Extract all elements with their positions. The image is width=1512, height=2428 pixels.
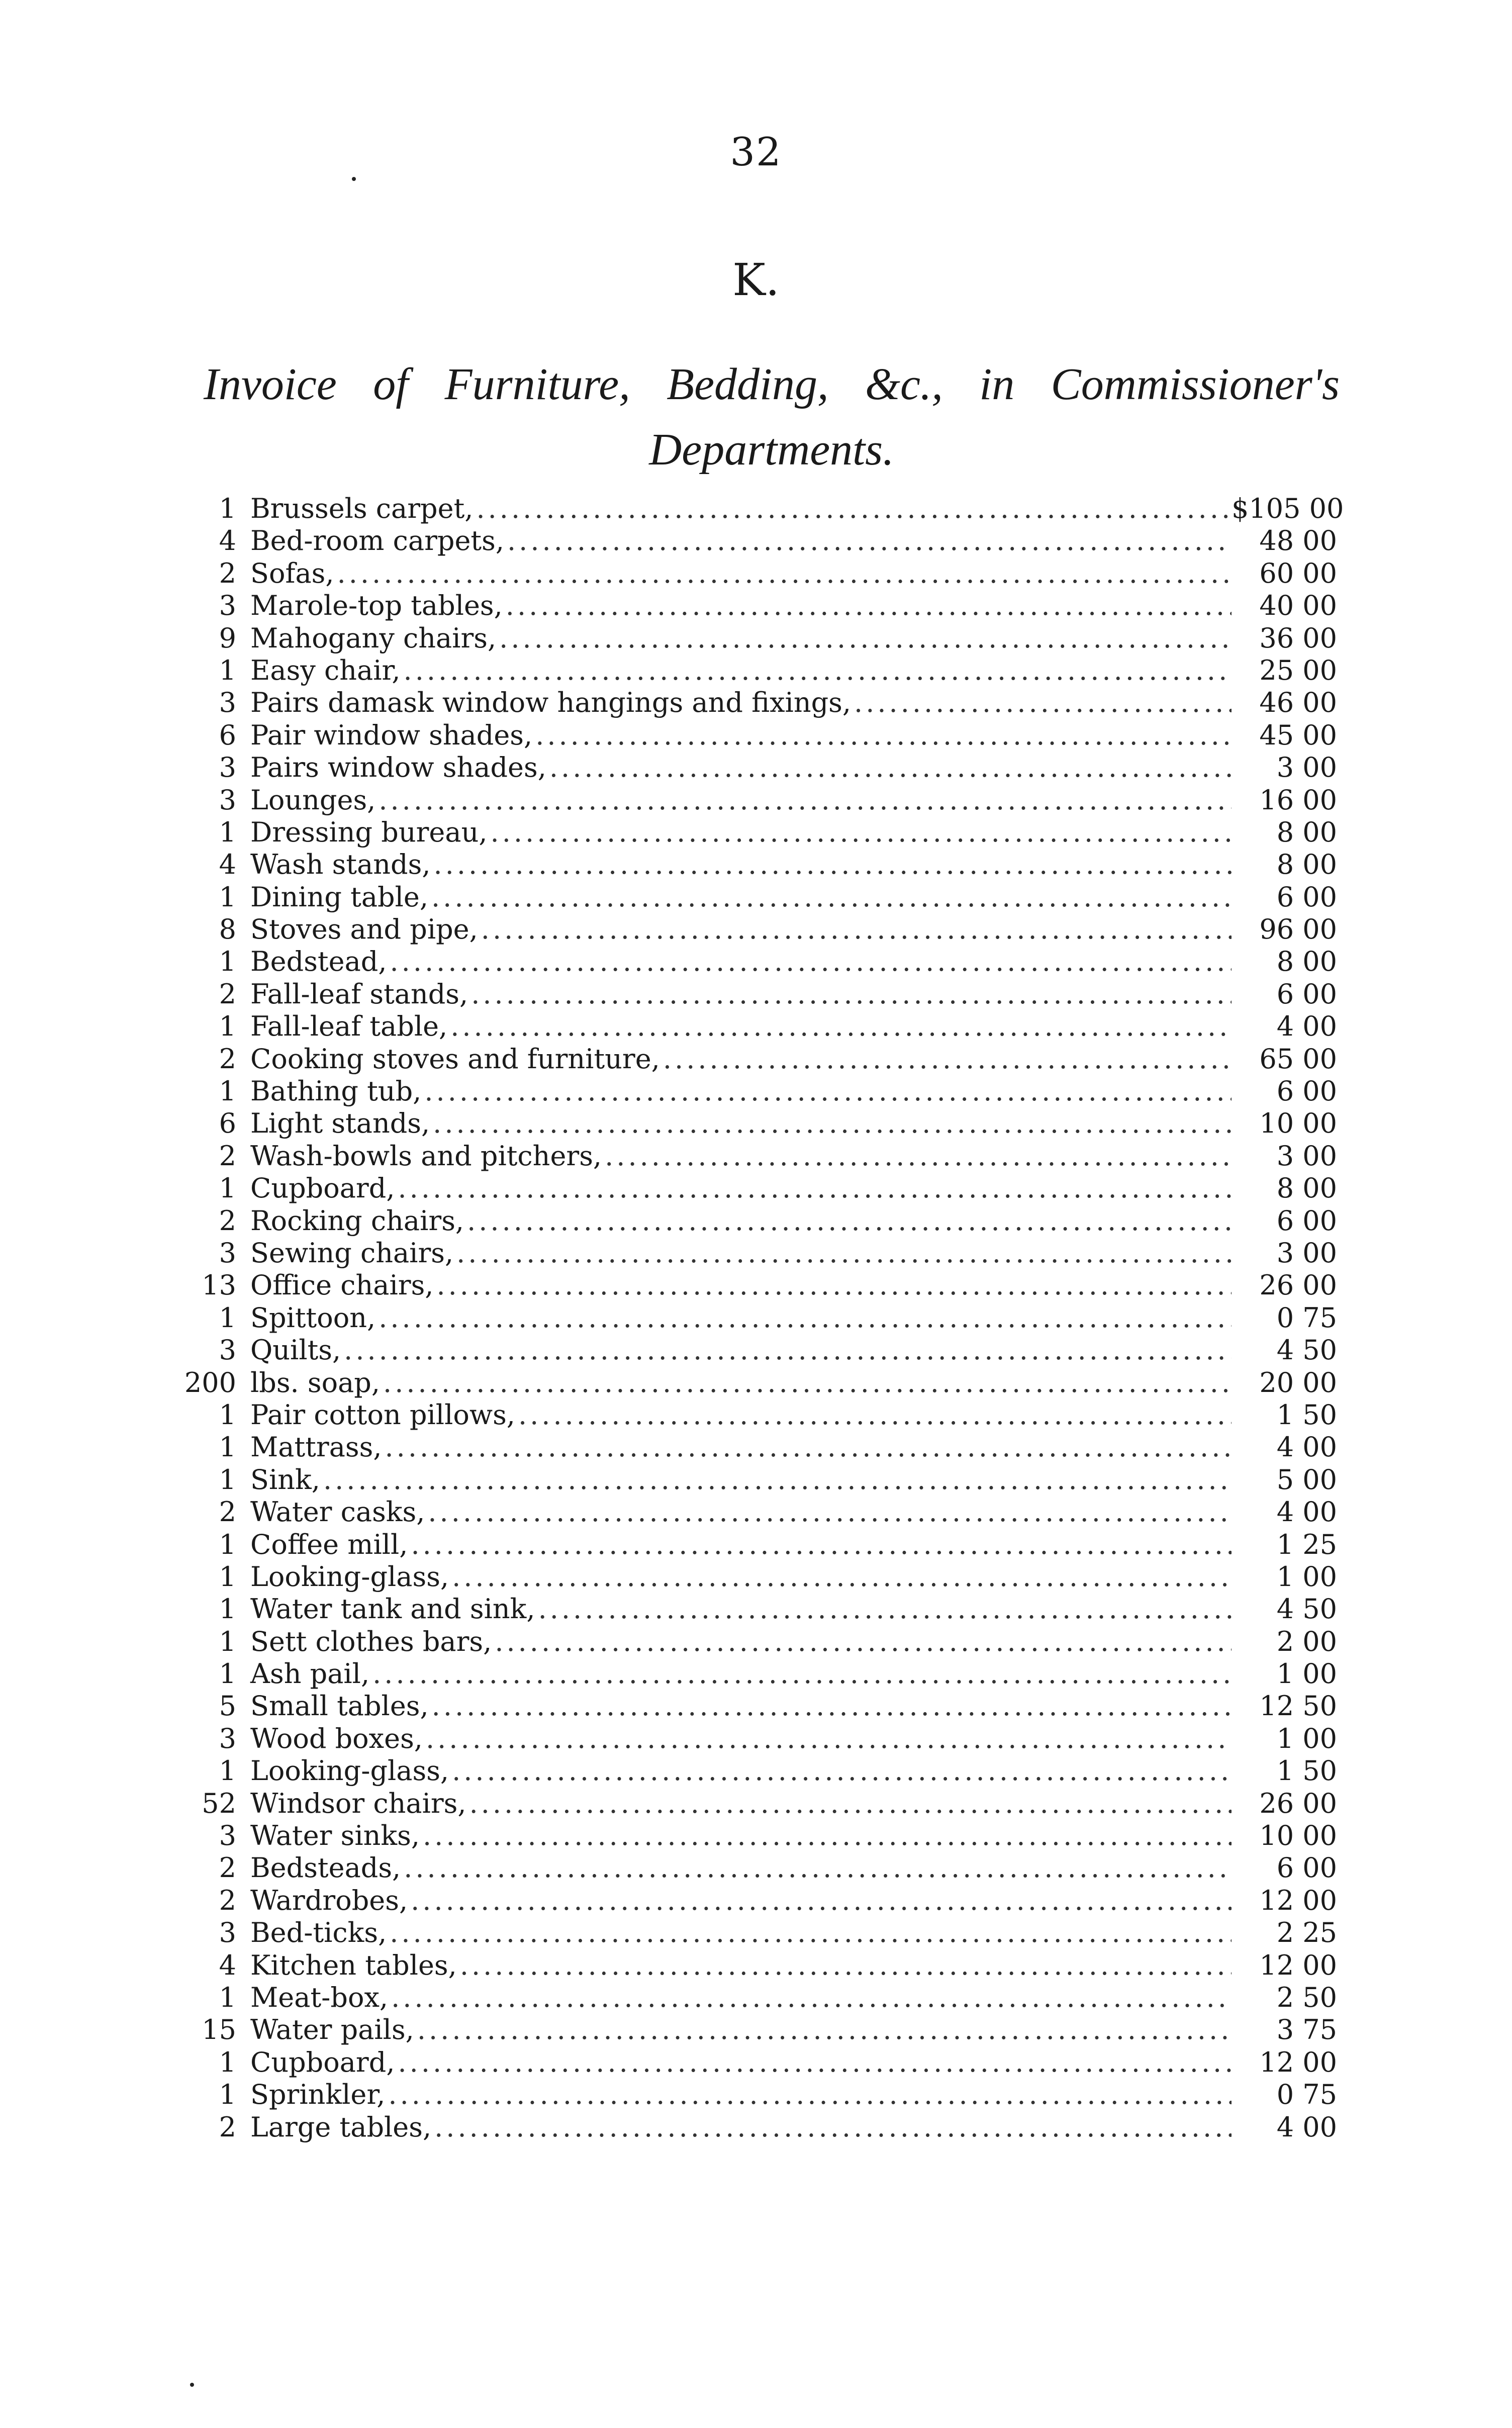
item-amount: 6 00 [1276, 1852, 1337, 1884]
item-quantity: 1 [219, 1172, 236, 1204]
item-quantity: 4 [219, 849, 236, 881]
item-description: Pairs damask window hangings and fixings, [250, 687, 852, 719]
item-description: Dining table, [250, 881, 428, 913]
item-description: Rocking chairs, [250, 1204, 464, 1237]
item-quantity: 2 [219, 1204, 236, 1237]
item-description: Sink, [250, 1463, 320, 1496]
invoice-item-row [181, 1464, 1357, 1496]
item-description: Bathing tub, [250, 1075, 422, 1107]
invoice-item-row [181, 1949, 1357, 1982]
item-description: Office chairs, [250, 1269, 434, 1301]
invoice-item-row [181, 557, 1357, 590]
invoice-item-row [181, 2079, 1357, 2111]
item-amount: 8 00 [1276, 1172, 1337, 1204]
dot-leader [464, 1205, 1232, 1237]
item-description: Mahogany chairs, [250, 622, 497, 654]
dot-leader [385, 2079, 1232, 2111]
item-amount: 0 75 [1276, 2079, 1337, 2111]
item-description: Sofas, [250, 557, 334, 589]
item-quantity: 3 [219, 1917, 236, 1949]
item-amount: 8 00 [1276, 946, 1337, 978]
dot-leader [420, 1820, 1232, 1852]
item-quantity: 3 [219, 687, 236, 719]
item-amount: 1 00 [1276, 1722, 1337, 1754]
invoice-item-row [181, 816, 1357, 849]
invoice-item-row [181, 1431, 1357, 1463]
item-amount: 8 00 [1276, 849, 1337, 881]
item-quantity: 1 [219, 2046, 236, 2078]
item-description: Small tables, [250, 1690, 429, 1722]
dot-leader [425, 1496, 1232, 1528]
invoice-item-row [181, 2046, 1357, 2079]
invoice-item-row [181, 1399, 1357, 1431]
item-quantity: 2 [219, 978, 236, 1010]
dot-leader [431, 2111, 1232, 2143]
invoice-item-row [181, 1529, 1357, 1561]
item-description: Water tank and sink, [250, 1593, 535, 1625]
item-amount: 4 00 [1276, 1431, 1337, 1463]
dot-leader [546, 752, 1232, 784]
dot-leader [660, 1043, 1232, 1075]
dot-leader [466, 1788, 1232, 1820]
dot-leader [408, 1885, 1232, 1917]
invoice-item-row [181, 590, 1357, 622]
item-quantity: 1 [219, 1301, 236, 1334]
invoice-item-row [181, 1496, 1357, 1528]
item-amount: 2 00 [1276, 1625, 1337, 1657]
item-quantity: 2 [219, 1140, 236, 1172]
item-amount: 48 00 [1259, 525, 1337, 557]
dot-leader [375, 784, 1232, 816]
print-speck [352, 177, 356, 181]
item-description: Wardrobes, [250, 1884, 408, 1916]
dot-leader [535, 1593, 1232, 1625]
dot-leader [492, 1626, 1232, 1658]
invoice-item-row [181, 1885, 1357, 1917]
item-description: Water pails, [250, 2014, 414, 2046]
item-quantity: 2 [219, 1884, 236, 1916]
invoice-item-row [181, 913, 1357, 946]
item-description: Pairs window shades, [250, 752, 546, 784]
invoice-item-row [181, 1690, 1357, 1722]
dot-leader [449, 1561, 1232, 1593]
item-amount: 6 00 [1276, 1204, 1337, 1237]
item-description: Large tables, [250, 2111, 432, 2143]
dot-leader [414, 2014, 1232, 2046]
item-description: Cupboard, [250, 2046, 395, 2078]
invoice-item-row [181, 1593, 1357, 1625]
item-quantity: 4 [219, 525, 236, 557]
item-description: Bed-ticks, [250, 1917, 387, 1949]
invoice-item-row [181, 1658, 1357, 1690]
dot-leader [478, 913, 1232, 946]
item-description: Looking-glass, [250, 1560, 449, 1593]
item-quantity: 1 [219, 1398, 236, 1431]
item-quantity: 1 [219, 1625, 236, 1657]
item-quantity: 1 [219, 654, 236, 686]
invoice-item-row [181, 622, 1357, 655]
invoice-item-row [181, 1269, 1357, 1301]
item-description: Spittoon, [250, 1301, 376, 1334]
invoice-item-row [181, 881, 1357, 913]
item-amount: 12 00 [1259, 1884, 1337, 1916]
item-quantity: 1 [219, 1755, 236, 1787]
item-quantity: 1 [219, 946, 236, 978]
dot-leader [388, 1982, 1232, 2014]
item-amount: 6 00 [1276, 978, 1337, 1010]
item-quantity: 3 [219, 1334, 236, 1366]
dot-leader [334, 557, 1232, 590]
invoice-item-row [181, 1561, 1357, 1593]
item-amount: 20 00 [1259, 1366, 1337, 1398]
dot-leader [449, 1755, 1232, 1787]
item-description: Wash-bowls and pitchers, [250, 1140, 602, 1172]
invoice-item-row [181, 2111, 1357, 2143]
item-quantity: 2 [219, 557, 236, 589]
item-amount: 16 00 [1259, 784, 1337, 816]
dot-leader [431, 849, 1232, 881]
invoice-item-row [181, 1075, 1357, 1107]
item-description: Fall-leaf table, [250, 1010, 448, 1043]
item-quantity: 1 [219, 1658, 236, 1690]
item-quantity: 5 [219, 1690, 236, 1722]
item-description: Windsor chairs, [250, 1787, 466, 1819]
dot-leader [430, 1107, 1232, 1140]
invoice-item-row [181, 1140, 1357, 1172]
item-quantity: 2 [219, 1496, 236, 1528]
item-amount: 96 00 [1259, 913, 1337, 946]
dot-leader [429, 1690, 1232, 1722]
invoice-item-row [181, 1852, 1357, 1884]
item-description: Mattrass, [250, 1431, 382, 1463]
item-description: Coffee mill, [250, 1528, 408, 1560]
dot-leader [423, 1723, 1232, 1755]
item-description: Wood boxes, [250, 1722, 423, 1754]
dot-leader [401, 655, 1232, 687]
item-amount: 4 50 [1276, 1334, 1337, 1366]
item-amount: 4 50 [1276, 1593, 1337, 1625]
dot-leader [401, 1852, 1232, 1884]
item-amount: $105 00 [1232, 493, 1344, 524]
item-amount: 3 00 [1276, 1237, 1337, 1269]
invoice-item-row [181, 1755, 1357, 1787]
item-description: Ash pail, [250, 1658, 370, 1690]
item-quantity: 6 [219, 719, 236, 751]
invoice-item-row [181, 1982, 1357, 2014]
item-quantity: 1 [219, 493, 236, 524]
item-amount: 40 00 [1259, 590, 1337, 622]
item-quantity: 3 [219, 752, 236, 784]
invoice-item-row [181, 1723, 1357, 1755]
item-quantity: 6 [219, 1107, 236, 1140]
invoice-item-row [181, 1334, 1357, 1366]
item-description: Brussels carpet, [250, 493, 474, 524]
dot-leader [504, 525, 1232, 557]
item-quantity: 3 [219, 784, 236, 816]
item-amount: 3 75 [1276, 2014, 1337, 2046]
item-amount: 10 00 [1259, 1107, 1337, 1140]
item-amount: 10 00 [1259, 1820, 1337, 1852]
invoice-item-row [181, 1205, 1357, 1237]
invoice-item-row [181, 1172, 1357, 1204]
item-description: Fall-leaf stands, [250, 978, 468, 1010]
item-description: Bed-room carpets, [250, 525, 505, 557]
item-amount: 5 00 [1276, 1463, 1337, 1496]
invoice-item-row [181, 752, 1357, 784]
invoice-item-row [181, 1302, 1357, 1334]
item-quantity: 200 [184, 1366, 236, 1398]
item-amount: 4 00 [1276, 2111, 1337, 2143]
dot-leader [447, 1010, 1232, 1043]
item-amount: 65 00 [1259, 1043, 1337, 1075]
item-description: Sewing chairs, [250, 1237, 454, 1269]
item-amount: 12 50 [1259, 1690, 1337, 1722]
dot-leader [488, 816, 1232, 849]
item-description: Quilts, [250, 1334, 341, 1366]
invoice-item-row [181, 1043, 1357, 1075]
item-description: Water casks, [250, 1496, 425, 1528]
item-amount: 12 00 [1259, 1949, 1337, 1981]
item-amount: 6 00 [1276, 881, 1337, 913]
item-description: Looking-glass, [250, 1755, 449, 1787]
dot-leader [453, 1237, 1232, 1269]
invoice-item-row [181, 1626, 1357, 1658]
item-quantity: 1 [219, 1981, 236, 2013]
item-amount: 25 00 [1259, 654, 1337, 686]
item-amount: 6 00 [1276, 1075, 1337, 1107]
invoice-item-row [181, 849, 1357, 881]
dot-leader [473, 493, 1232, 525]
item-amount: 0 75 [1276, 1301, 1337, 1334]
dot-leader [395, 1172, 1232, 1204]
item-description: Cupboard, [250, 1172, 395, 1204]
item-quantity: 1 [219, 1560, 236, 1593]
dot-leader [496, 622, 1232, 655]
item-description: Light stands, [250, 1107, 430, 1140]
dot-leader [457, 1949, 1232, 1982]
invoice-item-row [181, 784, 1357, 816]
dot-leader [382, 1431, 1232, 1463]
item-quantity: 15 [202, 2014, 236, 2046]
invoice-item-row [181, 719, 1357, 752]
invoice-items-list [181, 493, 1357, 2143]
item-amount: 12 00 [1259, 2046, 1337, 2078]
item-quantity: 3 [219, 1820, 236, 1852]
item-amount: 4 00 [1276, 1496, 1337, 1528]
item-quantity: 8 [219, 913, 236, 946]
item-quantity: 2 [219, 1852, 236, 1884]
invoice-item-row [181, 493, 1357, 525]
item-amount: 1 50 [1276, 1755, 1337, 1787]
dot-leader [421, 1075, 1232, 1107]
item-quantity: 52 [202, 1787, 236, 1819]
item-amount: 1 00 [1276, 1560, 1337, 1593]
invoice-item-row [181, 1237, 1357, 1269]
invoice-item-row [181, 655, 1357, 687]
dot-leader [602, 1140, 1232, 1172]
dot-leader [532, 719, 1232, 752]
invoice-item-row [181, 1107, 1357, 1140]
item-description: lbs. soap, [250, 1366, 381, 1398]
item-description: Marole-top tables, [250, 590, 503, 622]
dot-leader [503, 590, 1232, 622]
dot-leader [375, 1302, 1232, 1334]
item-amount: 26 00 [1259, 1269, 1337, 1301]
item-quantity: 2 [219, 2111, 236, 2143]
item-quantity: 9 [219, 622, 236, 654]
dot-leader [380, 1367, 1232, 1399]
item-quantity: 1 [219, 1431, 236, 1463]
dot-leader [387, 1917, 1232, 1949]
item-amount: 2 25 [1276, 1917, 1337, 1949]
item-quantity: 1 [219, 1528, 236, 1560]
invoice-title: Invoice of Furniture, Bedding, &c., in Commissioner's Departments. [204, 359, 1340, 475]
dot-leader [320, 1464, 1232, 1496]
dot-leader [433, 1269, 1232, 1301]
item-description: Meat-box, [250, 1981, 389, 2013]
item-quantity: 3 [219, 1722, 236, 1754]
dot-leader [515, 1399, 1232, 1431]
item-quantity: 1 [219, 1463, 236, 1496]
item-amount: 8 00 [1276, 816, 1337, 848]
item-amount: 26 00 [1259, 1787, 1337, 1819]
item-quantity: 2 [219, 1043, 236, 1075]
invoice-item-row [181, 1917, 1357, 1949]
item-amount: 2 50 [1276, 1981, 1337, 2013]
item-description: Cooking stoves and furniture, [250, 1043, 660, 1075]
item-description: Bedstead, [250, 946, 387, 978]
item-quantity: 4 [219, 1949, 236, 1981]
item-quantity: 3 [219, 1237, 236, 1269]
item-amount: 1 50 [1276, 1398, 1337, 1431]
item-quantity: 1 [219, 816, 236, 848]
print-speck [190, 2383, 194, 2387]
invoice-item-row [181, 687, 1357, 719]
invoice-item-row [181, 1820, 1357, 1852]
dot-leader [395, 2046, 1232, 2079]
item-description: Pair cotton pillows, [250, 1398, 515, 1431]
item-amount: 1 25 [1276, 1528, 1337, 1560]
dot-leader [387, 946, 1232, 978]
item-description: Wash stands, [250, 849, 431, 881]
item-amount: 3 00 [1276, 1140, 1337, 1172]
item-description: Dressing bureau, [250, 816, 488, 848]
item-description: Pair window shades, [250, 719, 533, 751]
item-description: Water sinks, [250, 1820, 420, 1852]
item-amount: 45 00 [1259, 719, 1337, 751]
dot-leader [408, 1529, 1232, 1561]
dot-leader [851, 687, 1232, 719]
item-amount: 4 00 [1276, 1010, 1337, 1043]
invoice-item-row [181, 1010, 1357, 1043]
item-amount: 46 00 [1259, 687, 1337, 719]
dot-leader [369, 1658, 1232, 1690]
item-description: Lounges, [250, 784, 376, 816]
page-number: 32 [730, 130, 782, 175]
item-description: Bedsteads, [250, 1852, 401, 1884]
item-quantity: 1 [219, 1075, 236, 1107]
item-description: Kitchen tables, [250, 1949, 457, 1981]
item-quantity: 13 [202, 1269, 236, 1301]
dot-leader [428, 881, 1232, 913]
item-amount: 1 00 [1276, 1658, 1337, 1690]
item-description: Easy chair, [250, 654, 401, 686]
invoice-item-row [181, 1788, 1357, 1820]
item-amount: 60 00 [1259, 557, 1337, 589]
item-quantity: 3 [219, 590, 236, 622]
item-amount: 3 00 [1276, 752, 1337, 784]
dot-leader [468, 978, 1232, 1010]
item-description: Sett clothes bars, [250, 1625, 492, 1657]
dot-leader [341, 1334, 1232, 1366]
invoice-item-row [181, 525, 1357, 557]
item-quantity: 1 [219, 1593, 236, 1625]
invoice-item-row [181, 1367, 1357, 1399]
invoice-item-row [181, 946, 1357, 978]
item-amount: 36 00 [1259, 622, 1337, 654]
invoice-item-row [181, 2014, 1357, 2046]
invoice-item-row [181, 978, 1357, 1010]
section-heading: K. [732, 254, 780, 306]
item-description: Stoves and pipe, [250, 913, 478, 946]
item-quantity: 1 [219, 881, 236, 913]
item-description: Sprinkler, [250, 2079, 386, 2111]
item-quantity: 1 [219, 1010, 236, 1043]
item-quantity: 1 [219, 2079, 236, 2111]
